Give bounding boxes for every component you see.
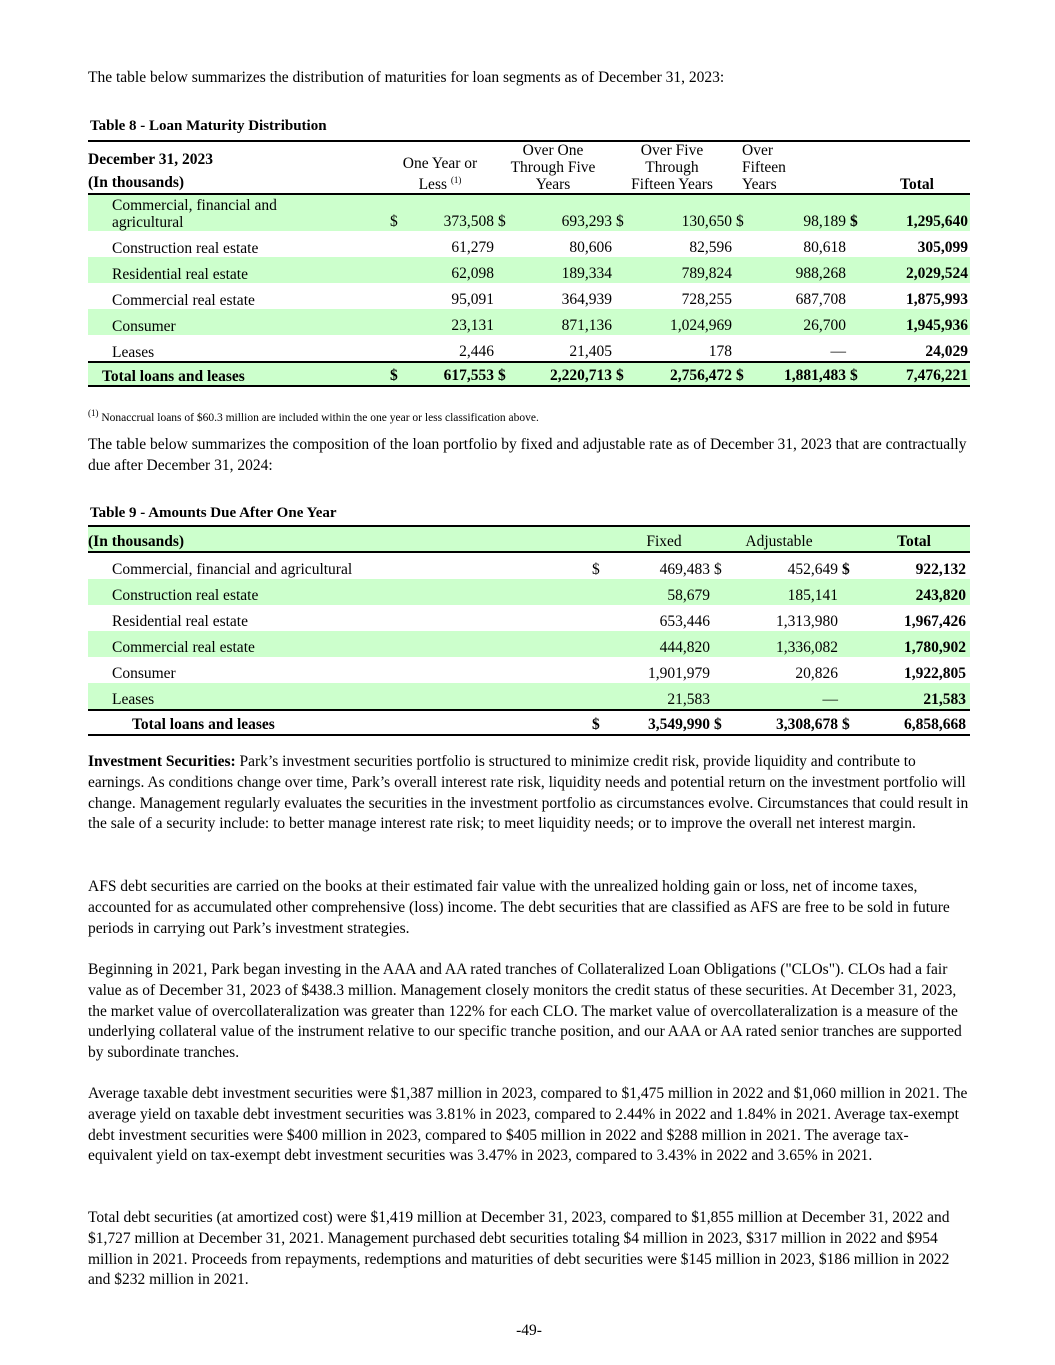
row-label-line: Construction real estate bbox=[112, 240, 259, 257]
cell-value: 24,029 bbox=[925, 343, 968, 360]
currency-symbol: $ bbox=[736, 367, 744, 384]
table-row bbox=[88, 605, 970, 631]
row-label bbox=[88, 194, 386, 231]
table-row bbox=[88, 631, 970, 657]
investment-securities-paragraph: Investment Securities: Park’s investment securities portfolio is structured to minimize credit risk, provide liquidity and contribute to earnings. As conditions change over time, Park’s overall interest rate risk, liquidity needs and potential return on the investment portfolio will change. Management regularly evaluates the securities in the investment portfolio as circumstances evolve. Circumstances that could result in the sale of a security include: to better manage interest rate risk; to meet liquidity needs; or to improve the overall net interest margin. bbox=[88, 753, 969, 833]
cell-value: 728,255 bbox=[681, 291, 732, 308]
cell-value: 1,295,640 bbox=[906, 213, 968, 230]
total-value: 2,220,713 bbox=[550, 367, 612, 384]
cell-value: 21,405 bbox=[569, 343, 612, 360]
table8-units-label: (In thousands) bbox=[88, 174, 185, 191]
total-value: 7,476,221 bbox=[906, 367, 968, 384]
table-row bbox=[88, 194, 970, 231]
currency-symbol bbox=[386, 231, 408, 257]
row-label: Construction real estate bbox=[112, 587, 259, 604]
table8-col-header-1: Over One Through Five Years bbox=[510, 142, 596, 193]
currency-symbol bbox=[838, 657, 868, 683]
cell-value: 693,293 bbox=[561, 213, 612, 230]
currency-symbol bbox=[612, 257, 634, 283]
currency-symbol: $ bbox=[842, 561, 850, 578]
cell-value: 2,029,524 bbox=[906, 265, 968, 282]
currency-symbol bbox=[494, 231, 516, 257]
cell-value: 1,875,993 bbox=[906, 291, 968, 308]
cell-value: 922,132 bbox=[915, 561, 966, 578]
row-label-line: Consumer bbox=[112, 318, 176, 335]
currency-symbol bbox=[846, 257, 872, 283]
cell-value: 1,922,805 bbox=[904, 665, 966, 682]
cell-value: 21,583 bbox=[923, 691, 966, 708]
table-row bbox=[88, 257, 970, 283]
cell-value: 80,606 bbox=[569, 239, 612, 256]
total-value: 1,881,483 bbox=[784, 367, 846, 384]
total-value: 2,756,472 bbox=[670, 367, 732, 384]
currency-symbol bbox=[588, 605, 618, 631]
table8-date-label: December 31, 2023 bbox=[88, 151, 213, 168]
currency-symbol bbox=[494, 335, 516, 362]
cell-value: 871,136 bbox=[561, 317, 612, 334]
row-label-line: Leases bbox=[112, 344, 155, 361]
cell-value: 82,596 bbox=[689, 239, 732, 256]
currency-symbol bbox=[494, 309, 516, 335]
cell-value: 1,945,936 bbox=[906, 317, 968, 334]
page-number: -49- bbox=[516, 1322, 542, 1339]
table-row bbox=[88, 335, 970, 362]
currency-symbol: $ bbox=[498, 367, 506, 384]
cell-value: — bbox=[830, 343, 846, 360]
row-label-line: Commercial, financial and bbox=[112, 197, 277, 214]
table8-col-header-total: Total bbox=[900, 176, 934, 193]
table-row bbox=[88, 309, 970, 335]
row-label-line: agricultural bbox=[112, 214, 184, 231]
row-label-line: Commercial real estate bbox=[112, 292, 255, 309]
loan-maturity-table bbox=[88, 140, 970, 387]
cell-value: 444,820 bbox=[659, 639, 710, 656]
table8-col-header-3: Over Fifteen Years bbox=[742, 142, 786, 193]
currency-symbol bbox=[386, 335, 408, 362]
cell-value: 23,131 bbox=[451, 317, 494, 334]
currency-symbol: $ bbox=[850, 213, 858, 230]
currency-symbol: $ bbox=[850, 367, 858, 384]
cell-value: 80,618 bbox=[803, 239, 846, 256]
total-row bbox=[88, 710, 970, 735]
table-row bbox=[88, 579, 970, 605]
cell-value: 373,508 bbox=[443, 213, 494, 230]
currency-symbol bbox=[494, 283, 516, 309]
cell-value: 452,649 bbox=[787, 561, 838, 578]
currency-symbol bbox=[838, 579, 868, 605]
currency-symbol bbox=[838, 631, 868, 657]
currency-symbol bbox=[846, 283, 872, 309]
currency-symbol bbox=[588, 631, 618, 657]
currency-symbol bbox=[846, 335, 872, 362]
table-row bbox=[88, 657, 970, 683]
cell-value: 653,446 bbox=[659, 613, 710, 630]
table-row bbox=[88, 231, 970, 257]
cell-value: 130,650 bbox=[681, 213, 732, 230]
row-label-line: Residential real estate bbox=[112, 266, 248, 283]
currency-symbol bbox=[732, 335, 754, 362]
currency-symbol: $ bbox=[390, 367, 398, 384]
currency-symbol bbox=[710, 683, 740, 710]
currency-symbol bbox=[732, 257, 754, 283]
currency-symbol: $ bbox=[842, 716, 850, 733]
currency-symbol bbox=[732, 283, 754, 309]
total-label: Total loans and leases bbox=[132, 716, 275, 733]
table9-col-header-total: Total bbox=[897, 533, 931, 550]
cell-value: 189,334 bbox=[561, 265, 612, 282]
cell-value: 61,279 bbox=[451, 239, 494, 256]
table8-intro: The table below summarizes the distribution of maturities for loan segments as of December 31, 2023: bbox=[88, 69, 725, 86]
cell-value: 2,446 bbox=[459, 343, 494, 360]
cell-value: 185,141 bbox=[787, 587, 838, 604]
row-label bbox=[88, 257, 386, 283]
total-value: 617,553 bbox=[443, 367, 494, 384]
currency-symbol bbox=[838, 605, 868, 631]
cell-value: 20,826 bbox=[795, 665, 838, 682]
table-row bbox=[88, 683, 970, 710]
currency-symbol bbox=[588, 683, 618, 710]
table-row bbox=[88, 283, 970, 309]
currency-symbol bbox=[612, 283, 634, 309]
cell-value: 1,780,902 bbox=[904, 639, 966, 656]
cell-value: 26,700 bbox=[803, 317, 846, 334]
currency-symbol: $ bbox=[736, 213, 744, 230]
row-label bbox=[88, 283, 386, 309]
clo-paragraph: Beginning in 2021, Park began investing in the AAA and AA rated tranches of Collateralized Loan Obligations ("CLOs"). CLOs had a fair value as of December 31, 2023 of $438.3 million. Management closely monitors the credit status of these securities. At December 31, 2023, the market value of overcollateralization was greater than 122% for each CLO. The market value of overcollateralization is a measure of the underlying collateral value of the instrument relative to our specific tranche position, and our AAA or AA rated senior tranches are supported by subordinate tranches. bbox=[88, 961, 962, 1062]
cell-value: 98,189 bbox=[803, 213, 846, 230]
currency-symbol bbox=[838, 683, 868, 710]
total-row bbox=[88, 362, 970, 386]
table9-title: Table 9 - Amounts Due After One Year bbox=[90, 505, 337, 521]
row-label: Consumer bbox=[112, 665, 176, 682]
cell-value: 243,820 bbox=[915, 587, 966, 604]
total-debt-paragraph: Total debt securities (at amortized cost) were $1,419 million at December 31, 2023, compared to $1,855 million at December 31, 2022 and $1,727 million at December 31, 2021. Management purchased debt securities totaling $4 million in 2023, $317 million in 2022 and $954 million in 2021. Proceeds from repayments, redemptions and maturities of debt securities were $145 million in 2023, $186 million in 2022 and $232 million in 2021. bbox=[88, 1209, 950, 1289]
currency-symbol bbox=[588, 579, 618, 605]
cell-value: 789,824 bbox=[681, 265, 732, 282]
currency-symbol bbox=[710, 579, 740, 605]
amounts-due-table bbox=[88, 525, 970, 736]
table9-header bbox=[88, 526, 970, 552]
row-label bbox=[88, 309, 386, 335]
row-label: Leases bbox=[112, 691, 155, 708]
cell-value: 364,939 bbox=[561, 291, 612, 308]
cell-value: 178 bbox=[708, 343, 732, 360]
total-value: 3,308,678 bbox=[776, 716, 838, 733]
cell-value: 1,313,980 bbox=[776, 613, 838, 630]
table8-footnote: $^{(1)}$ Nonaccrual loans of $60.3 million are included within the one year or less classification above. bbox=[88, 408, 539, 424]
row-label: Commercial, financial and agricultural bbox=[112, 561, 353, 578]
currency-symbol bbox=[732, 231, 754, 257]
table8-col-header-0: One Year or Less $^{(1)}$ bbox=[402, 154, 478, 193]
cell-value: 1,024,969 bbox=[670, 317, 732, 334]
table9-col-header-adjustable: Adjustable bbox=[745, 533, 813, 550]
currency-symbol: $ bbox=[616, 213, 624, 230]
currency-symbol bbox=[710, 657, 740, 683]
table9-col-header-fixed: Fixed bbox=[646, 533, 682, 550]
currency-symbol bbox=[386, 283, 408, 309]
currency-symbol: $ bbox=[592, 716, 600, 733]
currency-symbol: $ bbox=[616, 367, 624, 384]
currency-symbol bbox=[612, 231, 634, 257]
row-label: Residential real estate bbox=[112, 613, 248, 630]
total-value: 6,858,668 bbox=[904, 716, 966, 733]
table9-intro: The table below summarizes the composition of the loan portfolio by fixed and adjustable rate as of December 31, 2023 that are contractually due after December 31, 2024: bbox=[88, 436, 967, 474]
total-value: 3,549,990 bbox=[648, 716, 710, 733]
currency-symbol bbox=[588, 657, 618, 683]
cell-value: 988,268 bbox=[795, 265, 846, 282]
row-label bbox=[88, 231, 386, 257]
currency-symbol: $ bbox=[714, 716, 722, 733]
cell-value: 95,091 bbox=[451, 291, 494, 308]
table8-col-header-2: Over Five Through Fifteen Years bbox=[631, 142, 713, 193]
cell-value: 1,336,082 bbox=[776, 639, 838, 656]
table8-header bbox=[88, 141, 970, 194]
total-label: Total loans and leases bbox=[102, 368, 245, 385]
currency-symbol bbox=[710, 631, 740, 657]
currency-symbol bbox=[710, 605, 740, 631]
currency-symbol bbox=[846, 231, 872, 257]
currency-symbol: $ bbox=[498, 213, 506, 230]
currency-symbol: $ bbox=[714, 561, 722, 578]
currency-symbol bbox=[386, 257, 408, 283]
currency-symbol bbox=[612, 335, 634, 362]
cell-value: — bbox=[822, 691, 838, 708]
cell-value: 305,099 bbox=[917, 239, 968, 256]
cell-value: 469,483 bbox=[659, 561, 710, 578]
currency-symbol: $ bbox=[592, 561, 600, 578]
average-securities-paragraph: Average taxable debt investment securities were $1,387 million in 2023, compared to $1,475 million in 2022 and $1,060 million in 2021. The average yield on taxable debt investment securities was 3.81% in 2023, compared to 2.44% in 2022 and 1.84% in 2021. Average tax-exempt debt investment securities were $400 million in 2023, compared to $405 million in 2022 and $288 million in 2021. The average tax-equivalent yield on tax-exempt debt investment securities was 3.47% in 2023, compared to 3.43% in 2022 and 3.65% in 2021. bbox=[88, 1085, 968, 1165]
currency-symbol bbox=[846, 309, 872, 335]
cell-value: 687,708 bbox=[795, 291, 846, 308]
currency-symbol: $ bbox=[390, 213, 398, 230]
footnote-ref: (1) bbox=[450, 174, 462, 185]
cell-value: 58,679 bbox=[667, 587, 710, 604]
cell-value: 21,583 bbox=[667, 691, 710, 708]
investment-securities-heading: Investment Securities: bbox=[88, 753, 236, 770]
currency-symbol bbox=[732, 309, 754, 335]
table-row bbox=[88, 552, 970, 579]
currency-symbol bbox=[386, 309, 408, 335]
cell-value: 1,967,426 bbox=[904, 613, 966, 630]
currency-symbol bbox=[612, 309, 634, 335]
table8-title: Table 8 - Loan Maturity Distribution bbox=[90, 118, 327, 134]
cell-value: 1,901,979 bbox=[648, 665, 710, 682]
row-label: Commercial real estate bbox=[112, 639, 255, 656]
row-label bbox=[88, 335, 386, 362]
currency-symbol bbox=[494, 257, 516, 283]
table9-units-label: (In thousands) bbox=[88, 533, 185, 550]
afs-paragraph: AFS debt securities are carried on the books at their estimated fair value with the unrealized holding gain or loss, net of income taxes, accounted for as accumulated other comprehensive (loss) income. The debt securities that are classified as AFS are free to be sold in future periods in carrying out Park’s investment strategies. bbox=[88, 878, 950, 937]
cell-value: 62,098 bbox=[451, 265, 494, 282]
